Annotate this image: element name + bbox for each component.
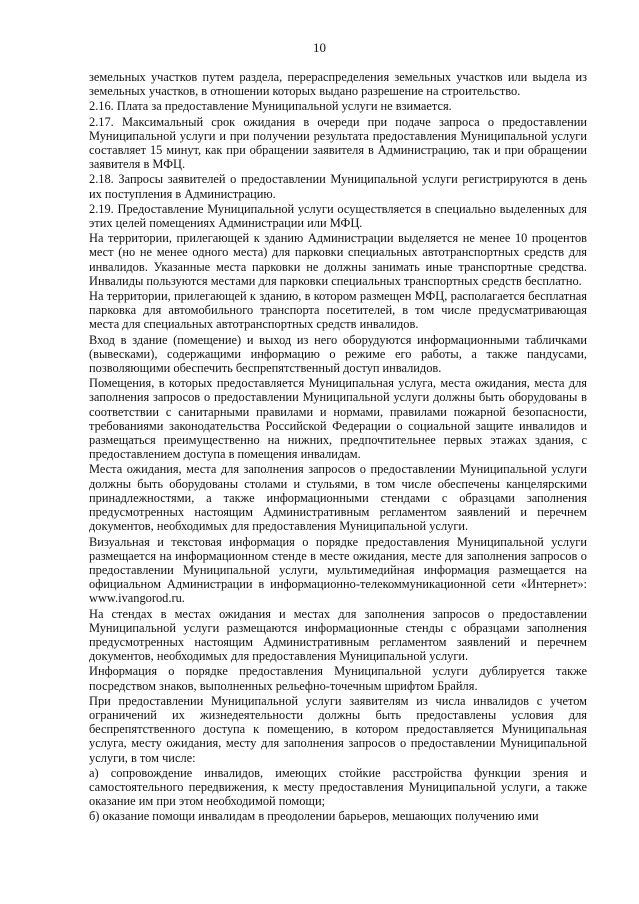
- paragraph-1: земельных участков путем раздела, перераспределения земельных участков или выдела из земельных участков, в отношении которых выдано разрешение на строительство.: [89, 70, 587, 99]
- paragraph-16: б) оказание помощи инвалидам в преодолении барьеров, мешающих получению ими: [89, 809, 539, 824]
- paragraph-13: Информация о порядке предоставления Муниципальной услуги дублируется также посредством знаков, выполненных рельефно-точечным шрифтом Брайля.: [89, 664, 587, 693]
- paragraph-11: Визуальная и текстовая информация о порядке предоставления Муниципальной услуги размещается на информационном стенде в месте ожидания, месте для заполнения запросов о предоставлении Муниципальной услуги, мультимедийная информация размещается на официальном Администрации в информационно-телекоммуникационной сети «Интернет»: www.ivangorod.ru.: [89, 534, 587, 606]
- paragraph-15: а) сопровождение инвалидов, имеющих стойкие расстройства функции зрения и самостоятельного передвижения, к месту предоставления Муниципальной услуги, а также оказание им при этом необходимой помощи;: [89, 765, 587, 809]
- paragraph-6: На территории, прилегающей к зданию Администрации выделяется не менее 10 процентов мест (но не менее одного места) для парковки специальных автотранспортных средств для инвалидов. Указанные места парковки не должны занимать иные транспортные средства. Инвалиды пользуются местами для парковки специальных транспортных средств бесплатно.: [89, 231, 587, 288]
- paragraph-8: Вход в здание (помещение) и выход из него оборудуются информационными табличками (вывесками), содержащими информацию о режиме его работы, а также пандусами, позволяющими обеспечить беспрепятственный доступ инвалидов.: [89, 332, 587, 376]
- paragraph-10: Места ожидания, места для заполнения запросов о предоставлении Муниципальной услуги должны быть оборудованы столами и стульями, в том числе обеспечены канцелярскими принадлежностями, а также информационными стендами с образцами заполнения предусмотренных настоящим Административным регламентом заявлений и перечнем документов, необходимых для предоставления Муниципальной услуги.: [89, 462, 587, 534]
- paragraph-12: На стендах в местах ожидания и местах для заполнения запросов о предоставлении Муниципальной услуги размещаются информационные стенды с образцами заполнения предусмотренных настоящим Административным регламентом заявлений и перечнем документов, необходимых для предоставления Муниципальной услуги.: [89, 606, 587, 664]
- page-number: 10: [313, 40, 326, 55]
- paragraph-4: 2.18. Запросы заявителей о предоставлении Муниципальной услуги регистрируются в день их поступления в Администрацию.: [89, 172, 587, 201]
- paragraph-9: Помещения, в которых предоставляется Муниципальная услуга, места ожидания, места для заполнения запросов о предоставлении Муниципальной услуги должны быть оборудованы в соответствии с санитарными правилами и нормами, правилами пожарной безопасности, требованиями законодательства Российской Федерации о социальной защите инвалидов и размещаться преимущественно на нижних, предпочтительнее первых этажах здания, с предоставлением доступа в помещения инвалидам.: [89, 376, 587, 462]
- paragraph-2: 2.16. Плата за предоставление Муниципальной услуги не взимается.: [89, 99, 452, 114]
- paragraph-14: При предоставлении Муниципальной услуги заявителям из числа инвалидов с учетом ограничений их жизнедеятельности должны быть предоставлены условия для беспрепятственного доступа к помещению, в котором предоставляется Муниципальная услуга, месту ожидания, месту для заполнения запросов о предоставлении Муниципальной услуги, в том числе:: [89, 693, 587, 765]
- document-body: [89, 70, 587, 824]
- paragraph-3: 2.17. Максимальный срок ожидания в очереди при подаче запроса о предоставлении Муниципальной услуги и при получении результата предоставления Муниципальной услуги составляет 15 минут, как при обращении заявителя в Администрацию, так и при обращении заявителя в МФЦ.: [89, 114, 587, 172]
- paragraph-7: На территории, прилегающей к зданию, в котором размещен МФЦ, располагается бесплатная парковка для автомобильного транспорта посетителей, в том числе предусматривающая места для специальных автотранспортных средств инвалидов.: [89, 289, 587, 332]
- paragraph-5: 2.19. Предоставление Муниципальной услуги осуществляется в специально выделенных для этих целей помещениях Администрации или МФЦ.: [89, 201, 587, 231]
